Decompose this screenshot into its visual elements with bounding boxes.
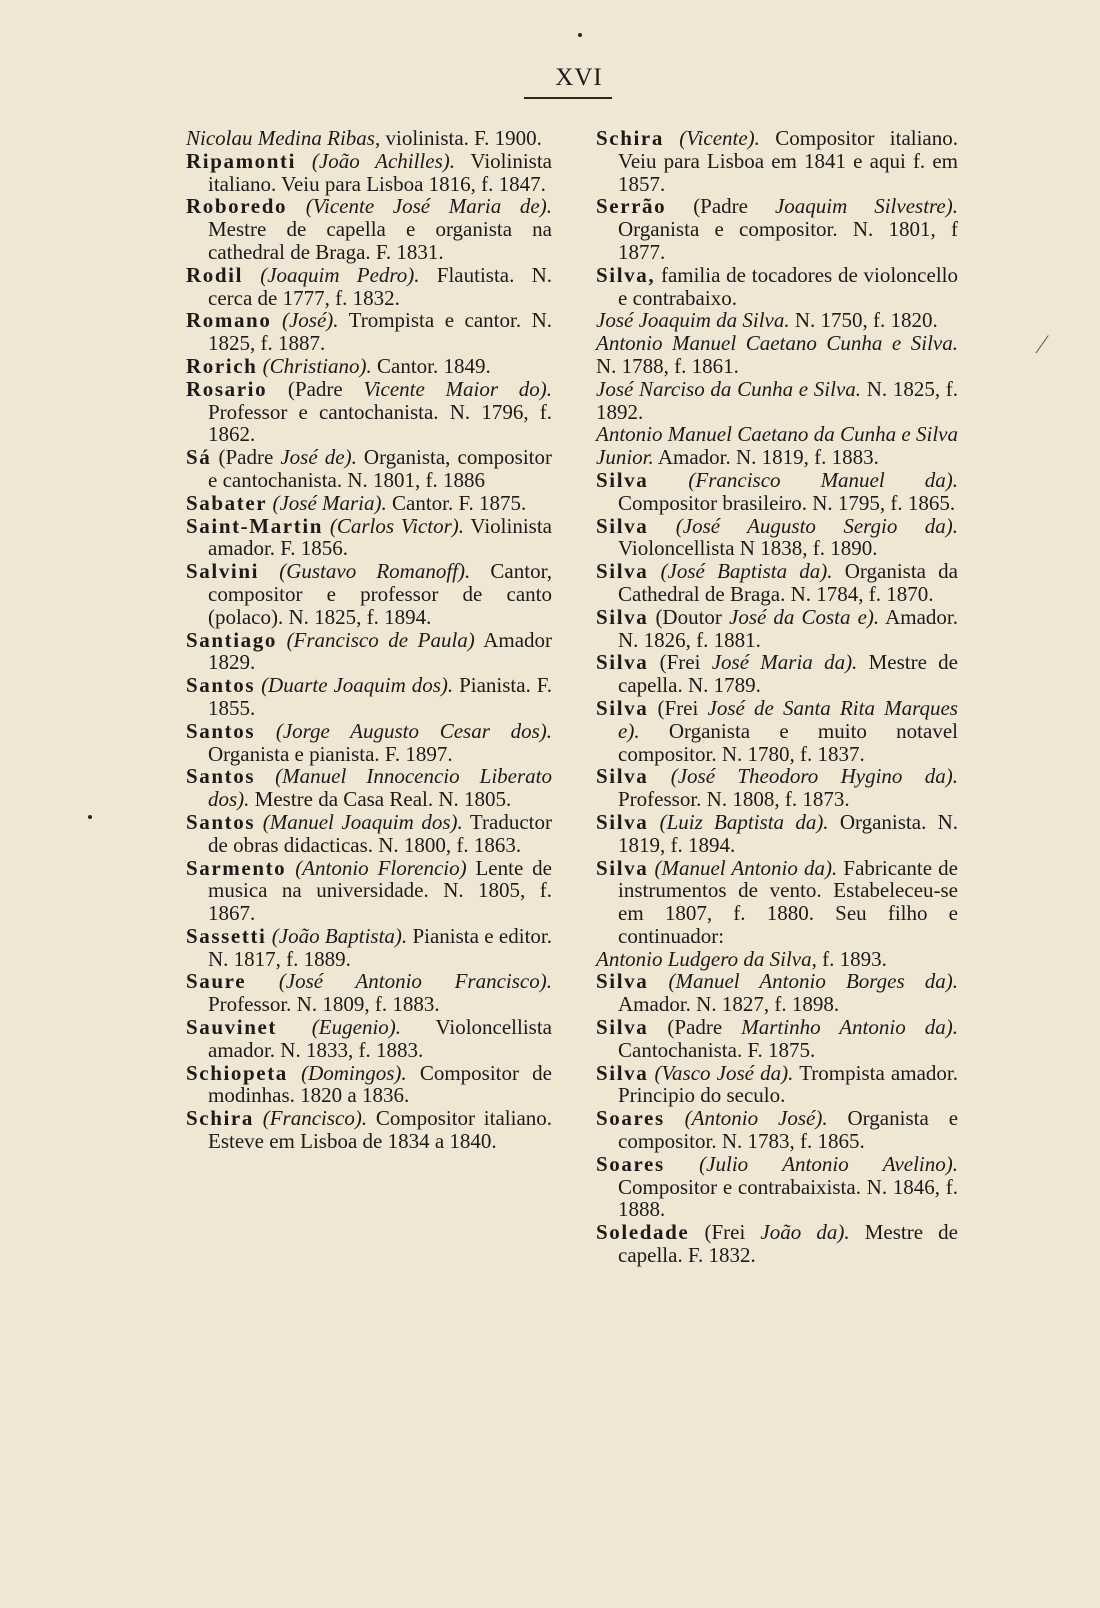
entry-text <box>286 856 295 880</box>
entry-text <box>287 194 306 218</box>
entry-name-italic: (José Theodoro Hygino da). <box>670 764 958 789</box>
entry-name-italic: (José Augusto Sergio da). <box>675 513 959 538</box>
entry-text <box>255 764 275 788</box>
dictionary-entry <box>186 765 552 811</box>
dictionary-entry <box>596 378 958 424</box>
entry-name-italic: (Manuel Antonio Borges da). <box>668 969 959 994</box>
entry-text: Professor e cantochanista. N. 1796, f. 1862. <box>208 399 552 447</box>
dictionary-entry <box>186 1062 552 1108</box>
entry-text: Organista da Cathedral de Braga. N. 1784, f. 1870. <box>618 559 958 606</box>
entry-text: (Frei <box>648 695 708 720</box>
entry-headword: Sabater <box>186 490 268 515</box>
entry-headword: Ripamonti <box>186 148 297 173</box>
dictionary-entry <box>596 970 958 1016</box>
entry-text <box>665 1152 699 1176</box>
entry-text: Violoncellista amador. N. 1833, f. 1883. <box>208 1015 552 1062</box>
dictionary-entry <box>186 127 552 150</box>
entry-name-italic: Antonio Manuel Caetano da Cunha e Silva Junior. <box>596 422 958 470</box>
entry-text <box>277 628 287 652</box>
entry-name-italic: (Manuel Joaquim dos). <box>262 809 463 834</box>
entry-text: (Padre <box>648 1015 742 1040</box>
dictionary-entry <box>596 606 958 652</box>
entry-headword: Saint-Martin <box>186 513 324 538</box>
entry-name-italic: (João Achilles). <box>311 148 456 173</box>
entry-name-italic: (João Baptista). <box>271 923 408 948</box>
dictionary-entry <box>186 674 552 720</box>
dictionary-entry <box>186 925 552 971</box>
entry-text: Compositor italiano. Esteve em Lisboa de 1834 a 1840. <box>208 1106 553 1154</box>
entry-text: N. 1825, f. 1892. <box>596 376 958 424</box>
dictionary-entry <box>186 560 552 628</box>
entry-text: Cantor. 1849. <box>371 353 491 378</box>
entry-text: Compositor de modinhas. 1820 a 1836. <box>208 1060 553 1108</box>
ink-speck <box>88 815 92 819</box>
entry-text: Violinista amador. F. 1856. <box>208 513 552 561</box>
dictionary-entry <box>596 857 958 948</box>
entry-text: Amador. N. 1819, f. 1883. <box>653 445 879 470</box>
entry-text: Cantor, compositor e professor de canto (polaco). N. 1825, f. 1894. <box>208 559 552 629</box>
entry-headword: Silva <box>596 559 649 584</box>
dictionary-entry <box>596 515 958 561</box>
entry-text <box>648 559 660 583</box>
entry-text <box>271 308 282 332</box>
entry-name-italic: Nicolau Medina Ribas <box>186 126 375 150</box>
entry-text <box>259 559 279 583</box>
entry-name-italic: (Antonio Florencio) <box>295 855 467 880</box>
entry-text: Mestre de capella. F. 1832. <box>618 1220 958 1268</box>
entry-name-italic: Antonio Ludgero da Silva <box>596 946 812 971</box>
entry-text: Cantochanista. F. 1875. <box>618 1037 816 1062</box>
entry-name-italic: (Domingos). <box>301 1060 407 1085</box>
entry-text <box>648 764 670 788</box>
entry-text: Organista e compositor. N. 1801, f 1877. <box>618 217 958 264</box>
entry-headword: Rodil <box>186 262 244 287</box>
entry-headword: Sauvinet <box>186 1015 277 1040</box>
entry-headword: Serrão <box>596 194 667 219</box>
entry-headword: Soledade <box>596 1220 690 1245</box>
entry-headword: Rorich <box>186 353 258 378</box>
entry-text: Professor. N. 1809, f. 1883. <box>208 992 440 1017</box>
dictionary-entry <box>186 446 552 492</box>
dictionary-entry <box>596 651 958 697</box>
entry-headword: Sarmento <box>186 855 287 880</box>
entry-headword: Silva <box>596 1060 649 1085</box>
entry-headword: Schira <box>596 126 664 150</box>
entry-name-italic: (Duarte Joaquim dos). <box>261 673 454 698</box>
entry-text: (Frei <box>648 650 712 675</box>
dictionary-entry <box>596 332 958 378</box>
entry-text: Mestre de capella e organista na cathedral de Braga. F. 1831. <box>208 217 552 264</box>
entry-headword: Schira <box>186 1106 254 1131</box>
entry-text: (Padre <box>267 376 364 401</box>
entry-name-italic: (Gustavo Romanoff). <box>279 559 471 584</box>
entry-text: (Padre <box>666 194 775 219</box>
entry-headword: Silva <box>596 969 649 994</box>
entry-text <box>255 810 263 834</box>
entry-text: Amador 1829. <box>208 627 553 675</box>
entry-text: familia de tocadores de violoncello e contrabaixo. <box>618 262 958 310</box>
dictionary-entry <box>596 765 958 811</box>
entry-headword: Rosario <box>186 376 268 401</box>
entry-name-italic: José de). <box>280 445 357 470</box>
entry-headword: Santos <box>186 718 256 743</box>
entry-headword: Santos <box>186 809 256 834</box>
entry-headword: Sassetti <box>186 923 267 948</box>
entry-name-italic: (Antonio José). <box>684 1106 828 1131</box>
entry-text <box>254 1106 263 1130</box>
entry-name-italic: José de Santa Rita Marques e). <box>618 695 958 743</box>
entry-text: Compositor brasileiro. N. 1795, f. 1865. <box>618 490 956 515</box>
entry-text <box>648 514 675 538</box>
entry-text <box>246 969 279 993</box>
dictionary-entry <box>186 1107 552 1153</box>
dictionary-entry <box>186 309 552 355</box>
dictionary-entry <box>186 264 552 310</box>
dictionary-entry <box>596 309 958 332</box>
entry-name-italic: (José Baptista da). <box>660 559 833 584</box>
entry-text: Fabricante de instrumentos de vento. Estabeleceu-se em 1807, f. 1880. Seu filho e continuador: <box>618 855 958 948</box>
entry-headword: Silva <box>596 1015 649 1040</box>
dictionary-entry <box>596 1062 958 1108</box>
column-left <box>186 127 552 1153</box>
entry-name-italic: João da). <box>760 1220 850 1245</box>
dictionary-entry <box>596 423 958 469</box>
entry-headword: Romano <box>186 308 272 333</box>
entry-text: Organista e compositor. N. 1783, f. 1865. <box>618 1106 959 1154</box>
entry-text: Flautista. N. cerca de 1777, f. 1832. <box>208 262 552 310</box>
entry-name-italic: (Manuel Antonio da). <box>654 855 838 880</box>
entry-text: Mestre da Casa Real. N. 1805. <box>249 787 512 812</box>
entry-headword: Silva <box>596 513 649 538</box>
entry-text <box>296 149 312 173</box>
dictionary-entry <box>186 355 552 378</box>
entry-text: (Padre <box>211 445 281 470</box>
entry-text: Compositor e contrabaixista. N. 1846, f. 1888. <box>618 1174 958 1222</box>
entry-name-italic: (Christiano). <box>262 353 372 378</box>
entry-headword: Saure <box>186 969 247 994</box>
entry-headword: Silva <box>596 855 649 880</box>
entry-text: Violoncellista N 1838, f. 1890. <box>618 536 878 561</box>
entry-text <box>648 810 659 834</box>
entry-text: Traductor de obras didacticas. N. 1800, f. 1863. <box>208 809 552 857</box>
entry-name-italic: (Carlos Victor). <box>329 513 464 538</box>
entry-name-italic: (Vicente). <box>679 126 760 150</box>
entry-name-italic: (Luiz Baptista da). <box>659 809 829 834</box>
entry-text <box>288 1061 301 1085</box>
entry-name-italic: (Eugenio). <box>311 1015 402 1040</box>
column-right <box>596 127 958 1267</box>
dictionary-entry <box>596 1153 958 1221</box>
entry-headword: Silva, <box>596 262 656 287</box>
entry-text: Violinista italiano. Veiu para Lisboa 1816, f. 1847. <box>208 148 552 196</box>
entry-name-italic: (Manuel Innocencio Liberato dos). <box>208 764 552 812</box>
entry-text <box>664 126 679 150</box>
dictionary-entry <box>186 1016 552 1062</box>
entry-headword: Schiopeta <box>186 1060 288 1085</box>
entry-text: N. 1788, f. 1861. <box>596 353 739 378</box>
entry-text: Organista. N. 1819, f. 1894. <box>618 809 958 857</box>
entry-text <box>277 1015 312 1039</box>
dictionary-entry <box>596 811 958 857</box>
dictionary-entry <box>596 264 958 310</box>
entry-name-italic: (Vasco José da). <box>654 1060 794 1085</box>
entry-text <box>648 468 688 492</box>
entry-text: Organista e muito notavel compositor. N. 1780, f. 1837. <box>618 718 958 766</box>
entry-name-italic: (Julio Antonio Avelino). <box>699 1151 959 1176</box>
dictionary-entry <box>596 1016 958 1062</box>
entry-headword: Silva <box>596 764 649 789</box>
entry-name-italic: José Narciso da Cunha e Silva. <box>596 376 862 401</box>
entry-headword: Santos <box>186 673 256 698</box>
entry-name-italic: José Joaquim da Silva. <box>596 308 790 333</box>
entry-headword: Sá <box>186 445 212 470</box>
page-number: XVI <box>555 64 603 91</box>
entry-headword: Soares <box>596 1151 665 1176</box>
dictionary-entry <box>186 857 552 925</box>
entry-text: , f. 1893. <box>811 946 887 971</box>
entry-text: Mestre de capella. N. 1789. <box>618 650 958 698</box>
entry-text: Compositor italiano. Veiu para Lisboa em 1841 e aqui f. em 1857. <box>618 126 959 196</box>
entry-text: Amador. N. 1827, f. 1898. <box>618 992 840 1017</box>
entry-text: Pianista e editor. N. 1817, f. 1889. <box>208 923 552 971</box>
entry-name-italic: (Jorge Augusto Cesar dos). <box>275 718 552 743</box>
entry-text: Organista, compositor e cantochanista. N. 1801, f. 1886 <box>208 445 552 492</box>
entry-text: Lente de musica na universidade. N. 1805, f. 1867. <box>208 855 552 926</box>
dictionary-entry <box>186 195 552 263</box>
entry-name-italic: Joaquim Silvestre). <box>774 194 958 219</box>
page-number-rule <box>524 97 612 99</box>
entry-headword: Soares <box>596 1106 665 1131</box>
entry-name-italic: (José Antonio Francisco). <box>278 969 552 994</box>
entry-text: Professor. N. 1808, f. 1873. <box>618 787 850 812</box>
entry-text <box>255 719 276 743</box>
entry-text: , violinista. F. 1900. <box>374 126 542 150</box>
dictionary-entry <box>596 560 958 606</box>
dictionary-entry <box>596 948 958 971</box>
entry-text: N. 1750, f. 1820. <box>789 308 938 333</box>
entry-text: Trompista amador. Principio do seculo. <box>618 1060 958 1108</box>
dictionary-entry <box>186 515 552 561</box>
entry-name-italic: José Maria da). <box>711 650 858 675</box>
ink-speck <box>578 33 582 37</box>
entry-text <box>665 1106 685 1130</box>
entry-name-italic: Martinho Antonio da). <box>741 1015 958 1040</box>
entry-text: Pianista. F. 1855. <box>208 673 553 720</box>
dictionary-entry <box>186 720 552 766</box>
entry-headword: Santos <box>186 764 256 789</box>
entry-text <box>243 263 260 287</box>
dictionary-entry <box>186 492 552 515</box>
dictionary-entry <box>596 195 958 263</box>
pencil-mark: ⁄ <box>1040 330 1045 359</box>
entry-headword: Silva <box>596 604 649 629</box>
dictionary-entry <box>596 127 958 195</box>
entry-name-italic: (Joaquim Pedro). <box>260 262 420 287</box>
entry-headword: Salvini <box>186 559 260 584</box>
dictionary-entry <box>596 1107 958 1153</box>
entry-name-italic: (Francisco de Paula) <box>286 627 475 652</box>
dictionary-entry <box>186 150 552 196</box>
entry-name-italic: José da Costa e). <box>729 604 880 629</box>
entry-headword: Roboredo <box>186 194 288 219</box>
entry-headword: Silva <box>596 467 649 492</box>
entry-name-italic: Antonio Manuel Caetano Cunha e Silva. <box>596 331 958 356</box>
dictionary-entry <box>596 1221 958 1267</box>
dictionary-entry <box>186 378 552 446</box>
entry-name-italic: Vicente Maior do). <box>363 376 552 401</box>
entry-text: Amador. N. 1826, f. 1881. <box>618 604 958 652</box>
entry-name-italic: (Francisco). <box>262 1106 368 1131</box>
dictionary-entry <box>596 469 958 515</box>
entry-text: Trompista e cantor. N. 1825, f. 1887. <box>208 308 552 356</box>
entry-name-italic: (José). <box>281 308 339 333</box>
entry-headword: Silva <box>596 695 649 720</box>
entry-text: Cantor. F. 1875. <box>386 490 527 515</box>
dictionary-entry <box>596 697 958 765</box>
entry-text <box>648 969 668 993</box>
dictionary-entry <box>186 970 552 1016</box>
dictionary-entry <box>186 629 552 675</box>
entry-headword: Silva <box>596 809 649 834</box>
entry-text: (Frei <box>689 1220 761 1245</box>
entry-name-italic: (José Maria). <box>272 490 387 515</box>
entry-headword: Silva <box>596 650 649 675</box>
entry-name-italic: (Vicente José Maria de). <box>305 194 552 219</box>
entry-text <box>323 514 330 538</box>
entry-name-italic: (Francisco Manuel da). <box>688 467 958 492</box>
entry-headword: Santiago <box>186 627 277 652</box>
entry-text: Organista e pianista. F. 1897. <box>208 741 453 766</box>
dictionary-entry <box>186 811 552 857</box>
entry-text: (Doutor <box>648 604 730 629</box>
